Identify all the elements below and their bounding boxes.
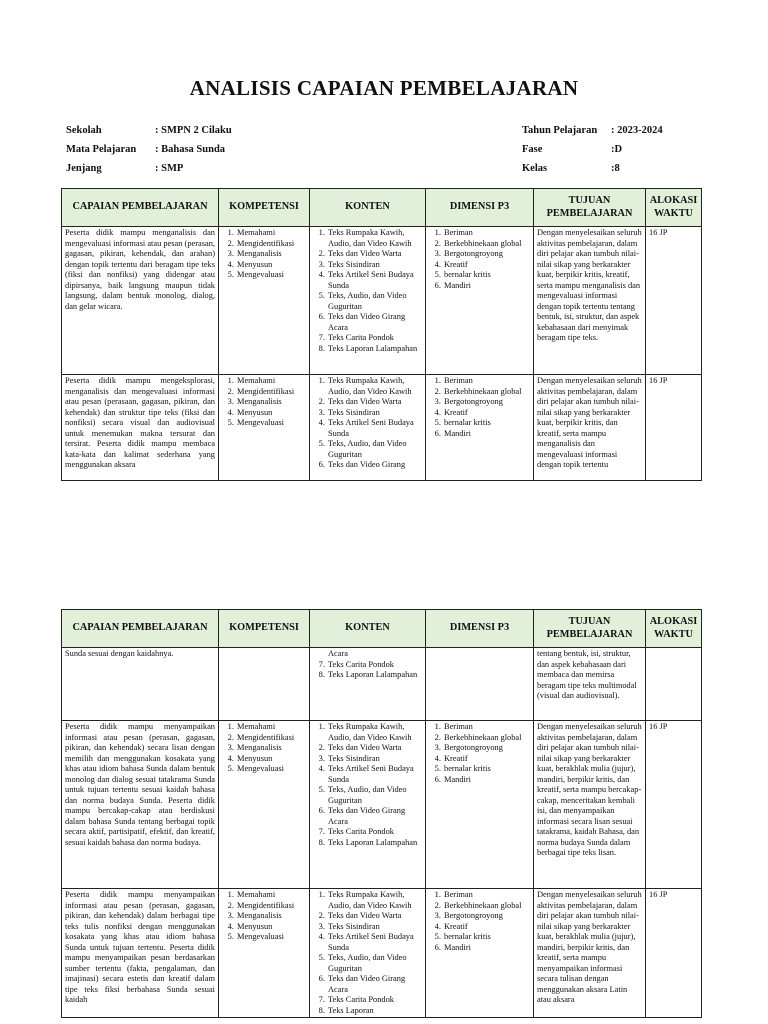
cell-dimensi [426, 375, 534, 481]
header-capaian: CAPAIAN PEMBELAJARAN [62, 610, 219, 648]
list-item: 4. Kreatif [443, 408, 530, 419]
table-row [62, 648, 702, 721]
list-item: 4. Kreatif [443, 922, 530, 933]
list-item: 2. Teks dan Video Warta [327, 249, 422, 260]
header-dimensi: DIMENSI P3 [426, 610, 534, 648]
cell-tujuan: tentang bentuk, isi, struktur, dan aspek kebahasaan dari membaca dan memirsa beragam tipe teks multimodal (visual dan audiovisual). [534, 648, 646, 721]
header-dimensi: DIMENSI P3 [426, 189, 534, 227]
cell-konten [310, 889, 426, 1018]
cell-tujuan: Dengan menyelesaikan seluruh aktivitas pembelajaran, dalam diri pelajar akan tumbuh nilai-nilai sikap yang berkarakter kuat, berpikir kritis, dan kreatif, serta mampu menganalisis dan mengevaluasi informasi dengan topik tertentu [534, 375, 646, 481]
meta-value-kelas: :8 [611, 163, 620, 174]
cell-tujuan: Dengan menyelesaikan seluruh aktivitas pembelajaran, dalam diri pelajar akan tumbuh nilai-nilai sikap yang berkarakter kuat, berakhlak mulia (jujur), mandiri, berpikir kritis, dan kreatif, serta mampu menyampaikan informasi secara tulisan dengan menggunakan aksara Latin atau aksara [534, 889, 646, 1018]
list-item: 4. Teks Artikel Seni Budaya Sunda [327, 932, 422, 953]
list-item: 3. Menganalisis [236, 397, 306, 408]
list-item: 6. Teks dan Video Girang Acara [327, 974, 422, 995]
cell-alokasi: 16 JP [646, 375, 702, 481]
list-item-continued: Acara [328, 649, 348, 658]
list-item: 4. Menyusun [236, 754, 306, 765]
cell-dimensi [426, 648, 534, 721]
list-item: 5. Teks, Audio, dan Video Guguritan [327, 785, 422, 806]
cell-dimensi [426, 889, 534, 1018]
list-item: 8. Teks Laporan Lalampahan [327, 670, 422, 681]
cp-table-page-2 [61, 609, 702, 1018]
header-konten: KONTEN [310, 189, 426, 227]
cell-kompetensi [219, 889, 310, 1018]
list-item: 5. Mengevaluasi [236, 932, 306, 943]
header-kompetensi: KOMPETENSI [219, 610, 310, 648]
list-item: 3. Bergotongroyong [443, 743, 530, 754]
list-item: 6. Mandiri [443, 429, 530, 440]
list-item: 2. Berkebhinekaan global [443, 387, 530, 398]
table-header-row [62, 610, 702, 648]
list-item: 4. Teks Artikel Seni Budaya Sunda [327, 764, 422, 785]
header-tujuan: TUJUAN PEMBELAJARAN [534, 189, 646, 227]
cell-dimensi [426, 721, 534, 889]
meta-right [522, 125, 702, 185]
list-item: 4. Kreatif [443, 754, 530, 765]
cell-alokasi: 16 JP [646, 227, 702, 375]
list-item: 3. Teks Sisindiran [327, 260, 422, 271]
list-item: 5. Teks, Audio, dan Video Guguritan [327, 953, 422, 974]
list-item: 2. Teks dan Video Warta [327, 743, 422, 754]
header-konten: KONTEN [310, 610, 426, 648]
list-item: 1. Teks Rumpaka Kawih, Audio, dan Video Kawih [327, 376, 422, 397]
list-item: 8. Teks Laporan Lalampahan [327, 344, 422, 355]
table-row [62, 889, 702, 1018]
meta-label-tahun-pelajaran: Tahun Pelajaran [522, 125, 598, 136]
list-item: 6. Teks dan Video Girang Acara [327, 312, 422, 333]
list-item: 2. Berkebhinekaan global [443, 733, 530, 744]
list-item: 4. Menyusun [236, 922, 306, 933]
list-item: 2. Berkebhinekaan global [443, 901, 530, 912]
cell-tujuan: Dengan menyelesaikan seluruh aktivitas pembelajaran, dalam diri pelajar akan tumbuh nilai-nilai sikap yang berkarakter kuat, berpikir kritis, kreatif, serta mampu menganalisis dan mengevaluasi informasi dengan topik tertentu tentang bentuk, isi, struktur, dan aspek kebahasaan dari menyimak beragam tipe teks. [534, 227, 646, 375]
list-item: 5. bernalar kritis [443, 418, 530, 429]
meta-value-sekolah: : SMPN 2 Cilaku [155, 125, 232, 136]
cell-konten [310, 648, 426, 721]
list-item: 1. Memahami [236, 228, 306, 239]
cell-alokasi [646, 648, 702, 721]
list-item: 1. Memahami [236, 890, 306, 901]
meta-label-fase: Fase [522, 144, 543, 155]
cell-tujuan: Dengan menyelesaikan seluruh aktivitas pembelajaran, dalam diri pelajar akan tumbuh nilai-nilai sikap yang berkarakter kuat, berakhlak mulia (jujur), mandiri, berpikir kritis, dan kreatif, serta mampu bercakap-cakap, menceritakan kembali isi, dan menyampaikan informasi secara lisan sesuai tatakrama, kaidah Bahasa, dan norma budaya Sunda dalam berbagai tipe teks lisan. [534, 721, 646, 889]
table-row [62, 721, 702, 889]
header-kompetensi: KOMPETENSI [219, 189, 310, 227]
cell-capaian: Peserta didik mampu mengeksplorasi, menganalisis dan mengevaluasi informasi atau pesan (perasaan, gagasan, pikiran, dan kehendak) dan struktur tipe teks (fiksi dan nonfiksi) secara visual dan audiovisual untuk menemukan makna tersurat dan tersirat. Peserta didik mampu membaca kata-kata dan kalimat sederhana yang menggunakan aksara [62, 375, 219, 481]
list-item: 6. Teks dan Video Girang [327, 460, 422, 471]
list-item: 5. Mengevaluasi [236, 764, 306, 775]
meta-value-tahun-pelajaran: : 2023-2024 [611, 125, 663, 136]
list-item: 5. Mengevaluasi [236, 418, 306, 429]
cell-alokasi: 16 JP [646, 721, 702, 889]
cell-capaian: Peserta didik mampu menganalisis dan mengevaluasi informasi atau pesan (perasan, gagasan, pikiran, kehendak, dan arahan) dengan topik tertentu dari beragam tipe teks (fiksi dan nonfiksi) yang didengar atau dipirsanya, baik langsung maupun tidak langsung, dalam bentuk monolog, dialog, dan gelar wicara. [62, 227, 219, 375]
meta-value-mata-pelajaran: : Bahasa Sunda [155, 144, 226, 155]
list-item: 1. Teks Rumpaka Kawih, Audio, dan Video Kawih [327, 228, 422, 249]
list-item: 3. Teks Sisindiran [327, 408, 422, 419]
list-item: 1. Memahami [236, 722, 306, 733]
table-header-row [62, 189, 702, 227]
list-item: 6. Mandiri [443, 943, 530, 954]
cell-kompetensi [219, 721, 310, 889]
table-row [62, 375, 702, 481]
list-item: 6. Teks dan Video Girang Acara [327, 806, 422, 827]
list-item: 7. Teks Carita Pondok [327, 827, 422, 838]
cell-konten [310, 227, 426, 375]
list-item: 8. Teks Laporan [327, 1006, 422, 1017]
list-item: 6. Mandiri [443, 281, 530, 292]
list-item: 7. Teks Carita Pondok [327, 995, 422, 1006]
cell-konten [310, 721, 426, 889]
list-item: 5. Mengevaluasi [236, 270, 306, 281]
list-item: 3. Menganalisis [236, 911, 306, 922]
list-item: 4. Teks Artikel Seni Budaya Sunda [327, 418, 422, 439]
cell-capaian: Sunda sesuai dengan kaidahnya. [62, 648, 219, 721]
list-item: 3. Menganalisis [236, 743, 306, 754]
header-capaian: CAPAIAN PEMBELAJARAN [62, 189, 219, 227]
meta-value-jenjang: : SMP [155, 163, 184, 174]
list-item: 2. Teks dan Video Warta [327, 397, 422, 408]
list-item: 1. Beriman [443, 376, 530, 387]
meta-label-kelas: Kelas [522, 163, 548, 174]
cell-dimensi [426, 227, 534, 375]
table-row [62, 227, 702, 375]
header-alokasi: ALOKASI WAKTU [646, 610, 702, 648]
list-item: 4. Teks Artikel Seni Budaya Sunda [327, 270, 422, 291]
cell-kompetensi [219, 648, 310, 721]
list-item: 1. Beriman [443, 722, 530, 733]
list-item: 5. bernalar kritis [443, 270, 530, 281]
list-item: 2. Mengidentifikasi [236, 239, 306, 250]
list-item: 2. Mengidentifikasi [236, 901, 306, 912]
cell-capaian: Peserta didik mampu menyampaikan informasi atau pesan (perasan, gagasan, pikiran, dan kehendak) dalam berbagai tipe teks tulis nonfiksi dengan menggunakan kosakata yang khas atau idiom bahasa Sunda untuk tujuan tertentu. Peserta didik mampu menyampaikan pesan berdasarkan sumber tertentu (fakta, pengalaman, dan imajinasi) secara estetis dan kreatif dalam tipe teks fiksi berbahasa Sunda sesuai kaidah [62, 889, 219, 1018]
list-item: 3. Bergotongroyong [443, 397, 530, 408]
list-item: 1. Beriman [443, 890, 530, 901]
list-item: 7. Teks Carita Pondok [327, 333, 422, 344]
list-item: 6. Mandiri [443, 775, 530, 786]
meta-left [66, 125, 286, 185]
list-item: 3. Teks Sisindiran [327, 754, 422, 765]
list-item: 3. Bergotongroyong [443, 911, 530, 922]
cell-konten [310, 375, 426, 481]
list-item: 5. bernalar kritis [443, 764, 530, 775]
list-item: 3. Menganalisis [236, 249, 306, 260]
document-title: ANALISIS CAPAIAN PEMBELAJARAN [189, 76, 579, 100]
cell-kompetensi [219, 375, 310, 481]
list-item: 2. Berkebhinekaan global [443, 239, 530, 250]
list-item: 1. Teks Rumpaka Kawih, Audio, dan Video Kawih [327, 890, 422, 911]
list-item: 2. Mengidentifikasi [236, 387, 306, 398]
cp-table-page-1 [61, 188, 702, 481]
list-item: 2. Teks dan Video Warta [327, 911, 422, 922]
list-item: 4. Menyusun [236, 260, 306, 271]
list-item: 3. Bergotongroyong [443, 249, 530, 260]
list-item: 1. Beriman [443, 228, 530, 239]
meta-label-mata-pelajaran: Mata Pelajaran [66, 144, 137, 155]
header-tujuan: TUJUAN PEMBELAJARAN [534, 610, 646, 648]
list-item: 2. Mengidentifikasi [236, 733, 306, 744]
list-item: 4. Kreatif [443, 260, 530, 271]
list-item: 5. bernalar kritis [443, 932, 530, 943]
list-item: 4. Menyusun [236, 408, 306, 419]
list-item: 5. Teks, Audio, dan Video Guguritan [327, 291, 422, 312]
list-item: 8. Teks Laporan Lalampahan [327, 838, 422, 849]
list-item: 1. Memahami [236, 376, 306, 387]
cell-capaian: Peserta didik mampu menyampaikan informasi atau pesan (perasan, gagasan, pikiran, dan kehendak) secara lisan dengan memilih dan menggunakan kosakata yang khas atau idiom bahasa Sunda dalam bentuk monolog dan dialog sesuai tatakrama Sunda untuk tujuan tertentu sesuai kaidah bahasa dan norma budaya Sunda. Peserta didik mampu bercakap-cakap atau berdiskusi dalam bahasa Sunda tentang berbagai topik secara aktif, partisipatif, efektif, dan kreatif, sesuai kaidah bahasa dan norma budaya. [62, 721, 219, 889]
list-item: 7. Teks Carita Pondok [327, 660, 422, 671]
list-item: 3. Teks Sisindiran [327, 922, 422, 933]
cell-kompetensi [219, 227, 310, 375]
list-item: 5. Teks, Audio, dan Video Guguritan [327, 439, 422, 460]
meta-label-sekolah: Sekolah [66, 125, 102, 136]
cell-alokasi: 16 JP [646, 889, 702, 1018]
list-item: 1. Teks Rumpaka Kawih, Audio, dan Video Kawih [327, 722, 422, 743]
meta-label-jenjang: Jenjang [66, 163, 102, 174]
header-alokasi: ALOKASI WAKTU [646, 189, 702, 227]
meta-value-fase: :D [611, 144, 623, 155]
